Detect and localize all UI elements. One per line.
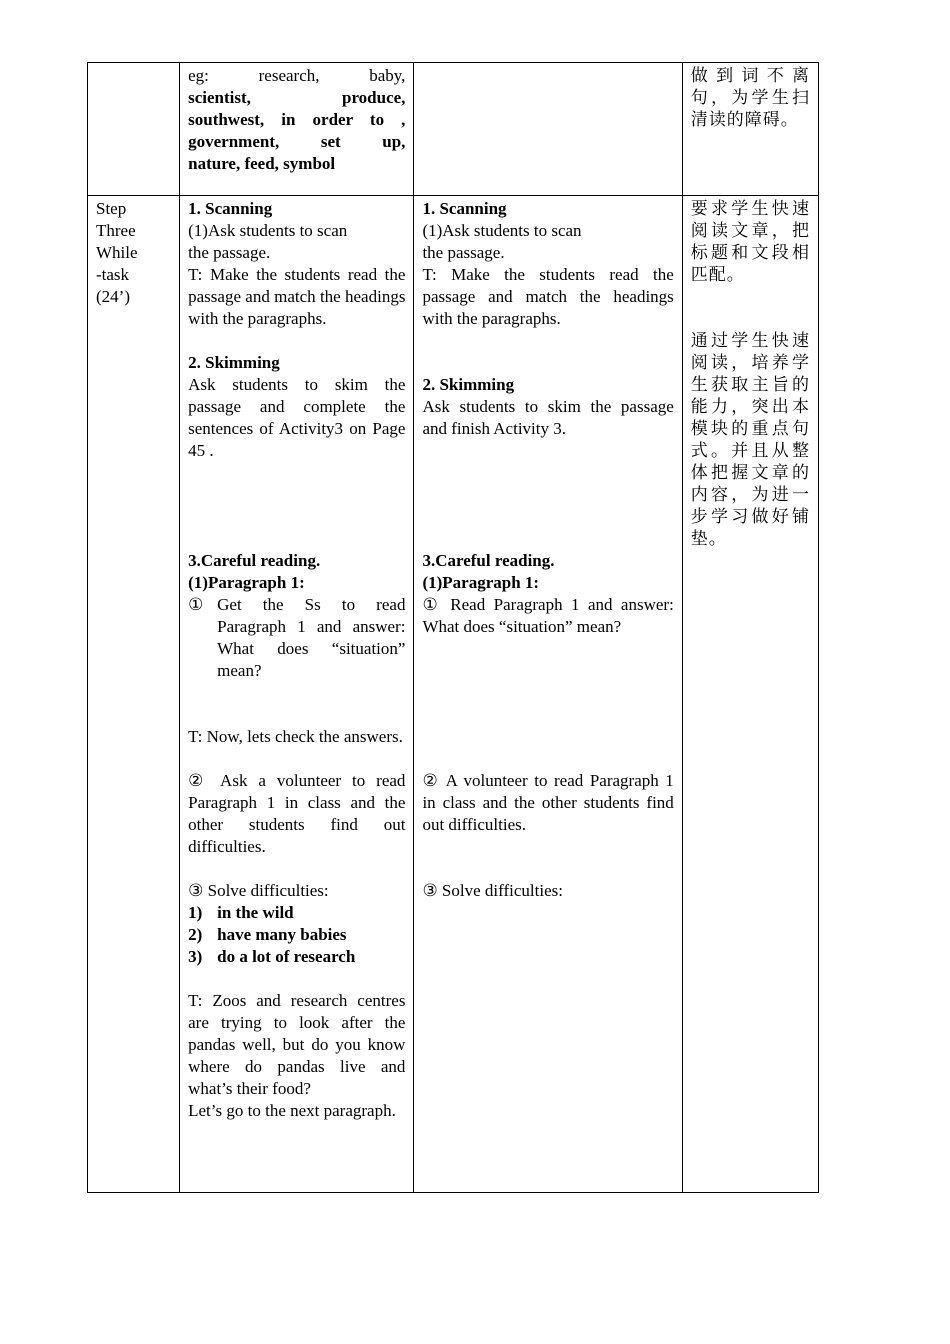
question-3: ③ Solve difficulties:	[188, 881, 329, 900]
difficulty-item: 1) in the wild	[188, 903, 294, 922]
purpose-cell	[682, 63, 818, 196]
purpose-skimming: 通过学生快速阅读，培养学生获取主旨的能力，突出本模块的重点句式。并且从整体把握文章的内容，为进一步学习做好铺垫。	[690, 331, 810, 549]
question-1: ① Read Paragraph 1 and answer: What does “situation” mean?	[422, 595, 674, 636]
check-answers-text: T: Now, lets check the answers.	[188, 727, 403, 746]
lesson-plan-table	[87, 62, 819, 1193]
step-label: -task	[96, 265, 130, 284]
scan-teacher-text: T: Make the students read the passage and match the headings with the paragraphs.	[188, 265, 406, 328]
purpose-text: 做到词不离句，为学生扫清读的障碍。	[690, 66, 810, 130]
scan-instruction: the passage.	[422, 243, 505, 262]
step-cell	[88, 63, 180, 196]
vocab-line-5: nature, feed, symbol	[188, 154, 336, 173]
step-label: Three	[96, 221, 136, 240]
skimming-heading: 2. Skimming	[188, 353, 280, 372]
table-row	[88, 196, 819, 1193]
vocab-line-1: eg: research, baby,	[188, 66, 406, 85]
scan-instruction: (1)Ask students to scan	[422, 221, 582, 240]
teacher-activity-cell	[180, 196, 414, 1193]
difficulty-item: 2) have many babies	[188, 925, 347, 944]
step-label: While	[96, 243, 138, 262]
careful-reading-heading: 3.Careful reading.	[422, 551, 555, 570]
scanning-heading: 1. Scanning	[422, 199, 507, 218]
vocab-line-4: government, set up,	[188, 132, 406, 151]
student-activity-cell	[414, 196, 682, 1193]
paragraph-heading: (1)Paragraph 1:	[422, 573, 540, 592]
question-3: ③ Solve difficulties:	[422, 881, 563, 900]
skimming-heading: 2. Skimming	[422, 375, 515, 394]
question-2: ② A volunteer to read Paragraph 1 in class and the other students find out difficulties.	[422, 771, 674, 834]
vocab-line-3: southwest, in order to ,	[188, 110, 406, 129]
purpose-scanning: 要求学生快速阅读文章，把标题和文段相匹配。	[690, 199, 810, 285]
scan-instruction: the passage.	[188, 243, 271, 262]
skim-teacher-text: Ask students to skim the passage and complete the sentences of Activity3 on Page 45 .	[188, 375, 406, 460]
scan-instruction: (1)Ask students to scan	[188, 221, 348, 240]
purpose-cell	[682, 196, 818, 1193]
table-row	[88, 63, 819, 196]
paragraph-heading: (1)Paragraph 1:	[188, 573, 305, 592]
next-paragraph-text: Let’s go to the next paragraph.	[188, 1101, 396, 1120]
step-label: Step	[96, 199, 127, 218]
skim-student-text: Ask students to skim the passage and finish Activity 3.	[422, 397, 674, 438]
scan-student-text: T: Make the students read the passage and match the headings with the paragraphs.	[422, 265, 674, 328]
zoo-question-text: T: Zoos and research centres are trying to look after the pandas well, but do you know where do pandas live and what’s their food?	[188, 991, 406, 1098]
teacher-activity-cell	[180, 63, 414, 196]
scanning-heading: 1. Scanning	[188, 199, 273, 218]
step-cell	[88, 196, 180, 1193]
student-activity-cell	[414, 63, 682, 196]
vocab-line-2: scientist, produce,	[188, 88, 406, 107]
careful-reading-heading: 3.Careful reading.	[188, 551, 321, 570]
difficulty-item: 3) do a lot of research	[188, 947, 356, 966]
question-2: ② Ask a volunteer to read Paragraph 1 in class and the other students find out difficulties.	[188, 771, 406, 856]
step-duration: (24’)	[96, 287, 130, 306]
question-1: ① Get the Ss to read Paragraph 1 and answer: What does “situation” mean?	[188, 595, 406, 680]
